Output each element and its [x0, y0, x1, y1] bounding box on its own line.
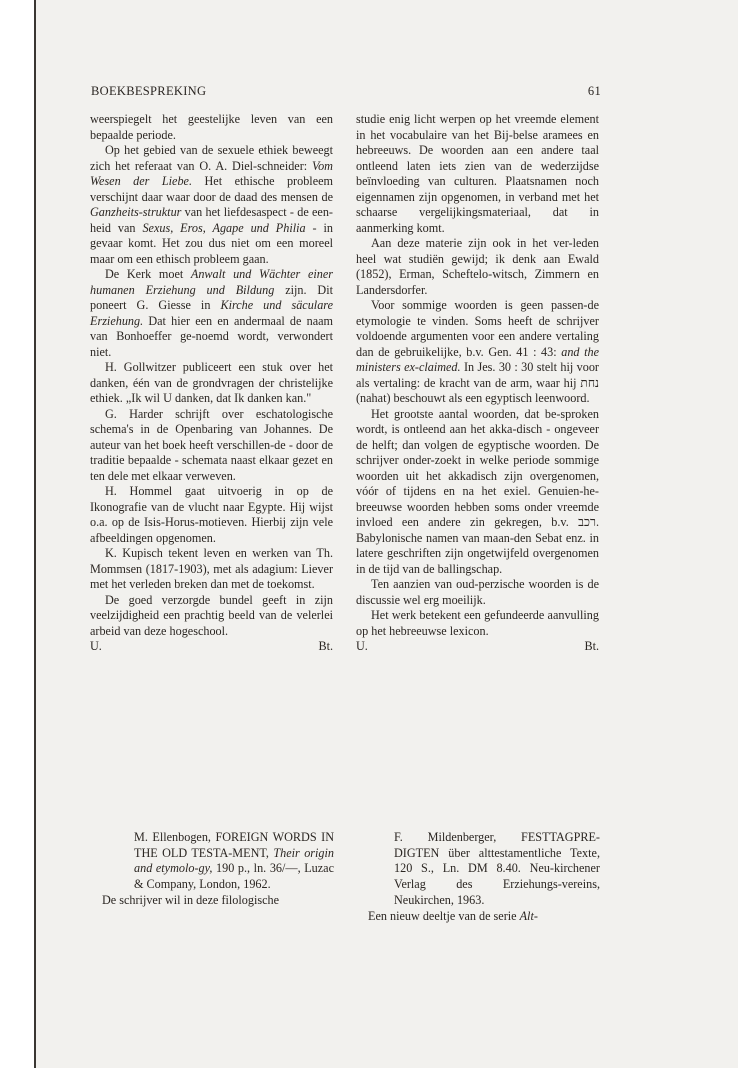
signature-initial: U.	[90, 639, 102, 653]
signature	[90, 639, 333, 655]
paragraph: Het grootste aantal woorden, dat be-sproken wordt, is ontleend aan het akka-disch - ongeveer de helft; dan volgen de egyptische woorden. De schrijver onder-zoekt in welke periode sommige woorden uit het akkadisch zijn overgenomen, vóór of tijdens en na het exiel. Genuien-he-breeuwse woorden hebben soms onder vreemde invloed een andere zin gekregen, b.v. רכב. Babylonische namen van maan-den Sebat enz. in latere geschriften zijn ongetwijfeld overgenomen in de tijd van de ballingschap.	[356, 406, 599, 576]
signature	[356, 639, 599, 655]
bibliographic-reference: F. Mildenberger, FESTTAGPRE-DIGTEN über alttestamentliche Texte, 120 S., Ln. DM 8.40. Neu-kirchener Verlag des Erziehungs-vereins, Neukirchen, 1963.	[394, 830, 600, 907]
hebrew-word: נחת	[580, 375, 599, 390]
review-first-line: Een nieuw deeltje van de serie Alt-	[368, 908, 538, 923]
running-head: BOEKBESPREKING	[91, 84, 207, 98]
paragraph: H. Gollwitzer publiceert een stuk over het danken, één van de grondvragen der christelijke ethiek. „Ik wil U danken, dat Ik danken kan."	[90, 360, 333, 405]
review-entry-ellenbogen	[90, 830, 334, 909]
paragraph: De goed verzorgde bundel geeft in zijn veelzijdigheid een prachtig beeld van de velerlei arbeid van deze hogeschool.	[90, 592, 333, 638]
paragraph: De Kerk moet Anwalt und Wächter einer humanen Erziehung und Bildung zijn. Dit poneert G. Giesse in Kirche und säculare Erziehung. Dat hier een en andermaal de naam van Bonhoeffer ge-noemd wordt, verwondert niet.	[90, 267, 333, 359]
paragraph: G. Harder schrijft over eschatologische schema's in de Openbaring van Johannes. De auteur van het boek heeft verschillen-de - door de traditie bepaalde - schemata naast elkaar gezet en ten dele met elkaar verweven.	[90, 406, 333, 483]
review-first-line: De schrijver wil in deze filologische	[102, 892, 279, 907]
paragraph: weerspiegelt het geestelijke leven van een bepaalde periode.	[90, 112, 333, 142]
paragraph: Op het gebied van de sexuele ethiek beweegt zich het referaat van O. A. Diel-schneider: Vom Wesen der Liebe. Het ethische probleem verschijnt daar waar door de daad des mensen de Ganzheits-struktur van het liefdesaspect - de een-heid van Sexus, Eros, Agape und Philia - in gevaar komt. Het zou dus niet om een moreel maar om een ethisch probleem gaan.	[90, 143, 333, 266]
right-column	[356, 112, 599, 655]
review-entry-mildenberger	[356, 830, 600, 924]
paragraph: Voor sommige woorden is geen passen-de etymologie te vinden. Soms heeft de schrijver voldoende argumenten voor een andere vertaling dan de gebruikelijke, b.v. Gen. 41 : 43: and the ministers ex-claimed. In Jes. 30 : 30 stelt hij voor als vertaling: de kracht van de arm, waar hij נחת (nahat) beschouwt als een egyptisch leenwoord.	[356, 298, 600, 405]
signature-author: Bt.	[318, 639, 333, 653]
left-column	[90, 112, 333, 655]
paragraph: Het werk betekent een gefundeerde aanvulling op het hebreeuwse lexicon.	[356, 608, 599, 638]
bibliographic-reference: M. Ellenbogen, FOREIGN WORDS IN THE OLD TESTA-MENT, Their origin and etymolo-gy, 190 p., ln. 36/—, Luzac & Company, London, 1962.	[134, 830, 334, 892]
signature-initial: U.	[356, 639, 368, 653]
signature-author: Bt.	[584, 639, 599, 653]
paragraph: Aan deze materie zijn ook in het ver-leden heel wat studiën gewijd; ik denk aan Ewald (1852), Erman, Scheftelo-witsch, Zimmern en Landersdorfer.	[356, 236, 599, 297]
paragraph: Ten aanzien van oud-perzische woorden is de discussie wel erg moeilijk.	[356, 577, 599, 607]
paragraph: H. Hommel gaat uitvoerig in op de Ikonografie van de vlucht naar Egypte. Hij wijst o.a. op de Isis-Horus-motieven. Hierbij zijn vele afbeeldingen opgenomen.	[90, 484, 333, 545]
paragraph: K. Kupisch tekent leven en werken van Th. Mommsen (1817-1903), met als adagium: Liever met het verleden breken dan met de toekomst.	[90, 546, 333, 591]
paragraph: studie enig licht werpen op het vreemde element in het vocabulaire van het Bij-belse aramees en hebreeuws. De woorden aan een andere taal ontleend laten iets zien van de wederzijdse beïnvloeding van culturen. Plaatsnamen noch eigennamen zijn opgenomen, in verband met het schaarse vergelijkingsmateriaal, dat in aanmerking komt.	[356, 112, 599, 235]
hebrew-word: רכב	[578, 515, 596, 529]
page-number: 61	[587, 84, 601, 98]
